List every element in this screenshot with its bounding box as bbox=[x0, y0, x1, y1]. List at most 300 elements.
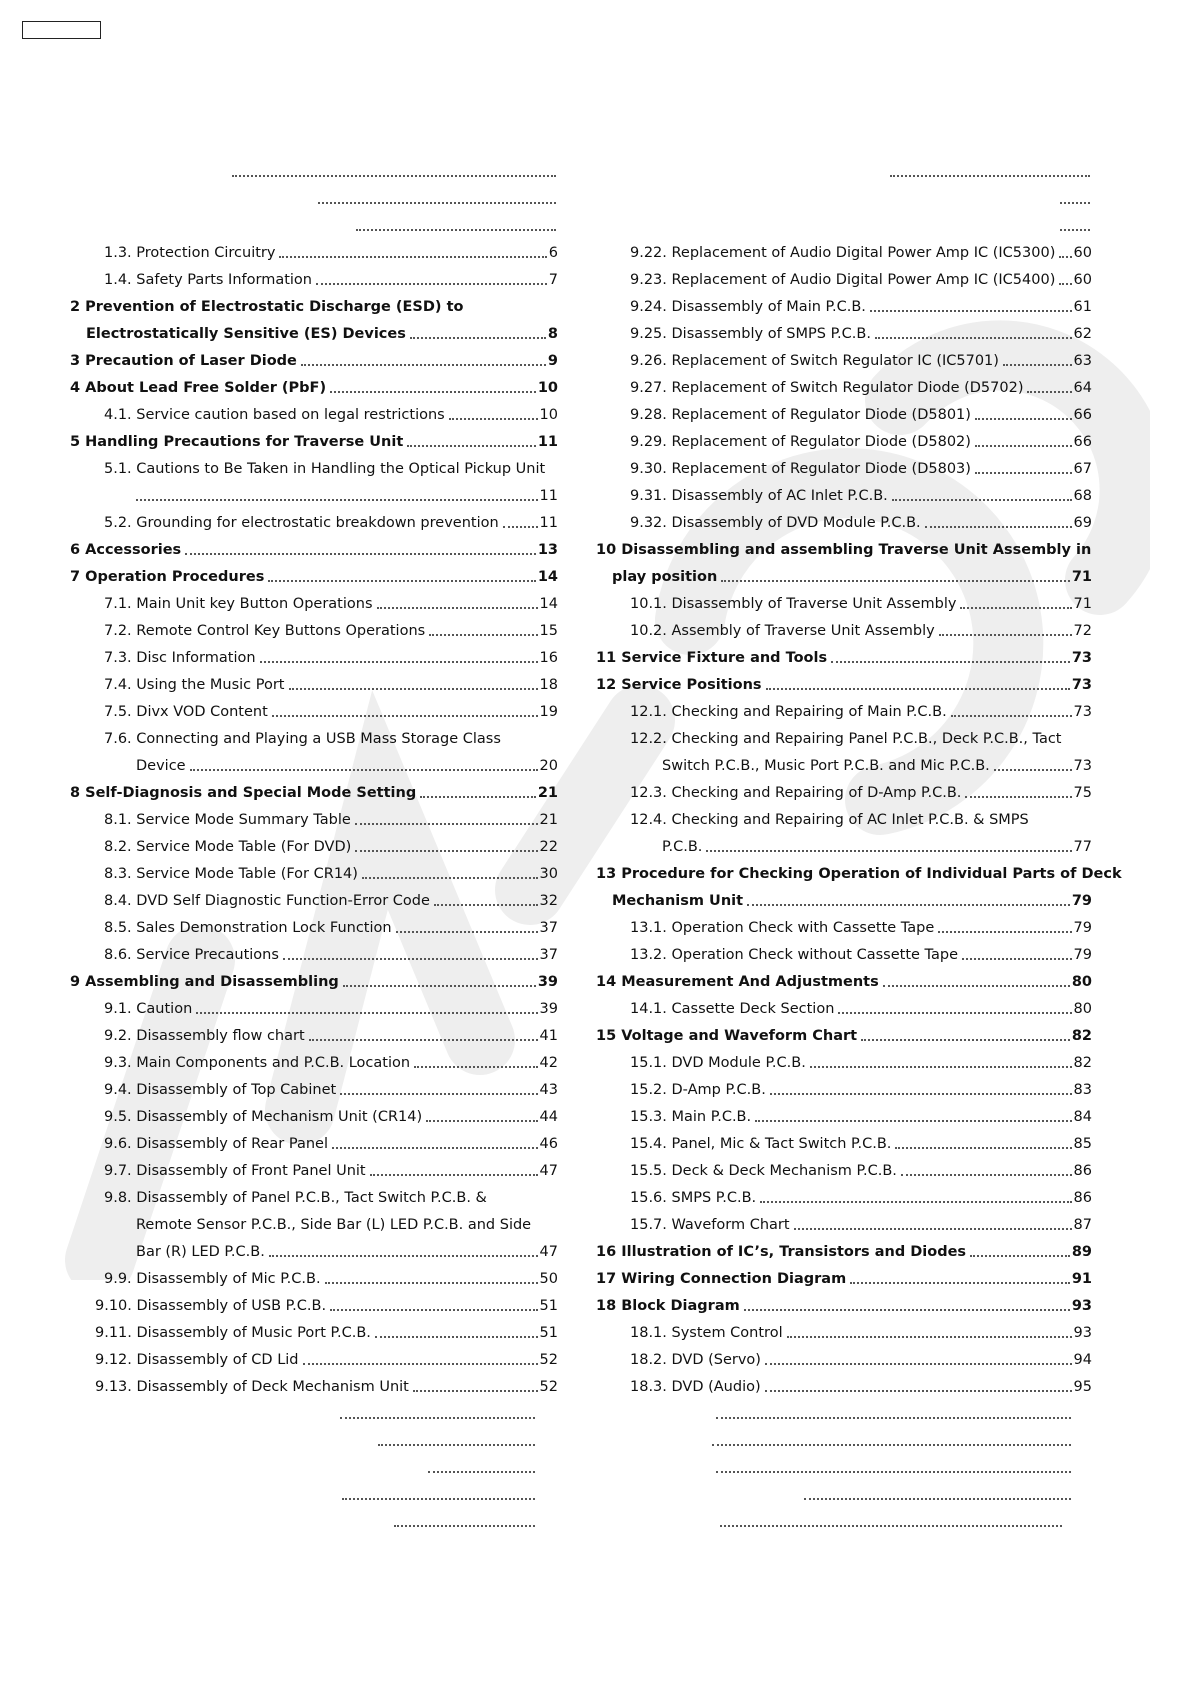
toc-entry-title: P.C.B. bbox=[662, 839, 703, 855]
toc-entry[interactable] bbox=[596, 1261, 1092, 1288]
toc-entry-title: 12 Service Positions bbox=[596, 677, 762, 693]
toc-leader-dots bbox=[355, 823, 538, 825]
toc-leader-dots bbox=[375, 1336, 538, 1338]
toc-entry-page: 47 bbox=[539, 1163, 558, 1179]
toc-entry-page: 68 bbox=[1073, 488, 1092, 504]
toc-entry-page: 6 bbox=[548, 245, 558, 261]
toc-leader-dots bbox=[804, 1498, 1071, 1500]
toc-entry-title: 1.3. Protection Circuitry bbox=[104, 245, 276, 261]
toc-leader-dots bbox=[760, 1201, 1071, 1203]
toc-entry-title: 9.11. Disassembly of Music Port P.C.B. bbox=[95, 1325, 371, 1341]
toc-entry[interactable] bbox=[136, 1234, 558, 1261]
toc-leader-dots bbox=[185, 553, 536, 555]
toc-leader-dots bbox=[420, 796, 536, 798]
toc-entry-title: 7.4. Using the Music Port bbox=[104, 677, 285, 693]
toc-leader-dots bbox=[766, 688, 1070, 690]
toc-entry-title: 7 Operation Procedures bbox=[70, 569, 265, 585]
toc-entry[interactable] bbox=[104, 991, 558, 1018]
toc-leader-dots bbox=[850, 1282, 1070, 1284]
toc-entry[interactable] bbox=[104, 1153, 558, 1180]
toc-leader-dots bbox=[875, 337, 1072, 339]
toc-entry-page: 71 bbox=[1071, 569, 1092, 585]
toc-entry-title: 15.6. SMPS P.C.B. bbox=[630, 1190, 757, 1206]
toc-entry-title: 10.1. Disassembly of Traverse Unit Assembly bbox=[630, 596, 957, 612]
toc-entry[interactable] bbox=[596, 1288, 1092, 1315]
toc-entry-page: 47 bbox=[539, 1244, 558, 1260]
toc-entry-page: 39 bbox=[539, 1001, 558, 1017]
toc-leader-dots bbox=[332, 1147, 538, 1149]
toc-entry[interactable] bbox=[630, 1315, 1092, 1342]
toc-entry[interactable] bbox=[104, 586, 558, 613]
toc-entry[interactable] bbox=[136, 1207, 558, 1234]
toc-leader-dots bbox=[861, 1039, 1070, 1041]
toc-leader-dots bbox=[765, 1390, 1072, 1392]
toc-entry[interactable] bbox=[630, 262, 1092, 289]
toc-entry[interactable] bbox=[95, 1342, 558, 1369]
toc-leader-dots bbox=[1003, 364, 1072, 366]
toc-leader-dots bbox=[196, 1012, 537, 1014]
toc-entry-page: 11 bbox=[539, 488, 558, 504]
toc-entry[interactable] bbox=[612, 559, 1092, 586]
toc-entry[interactable] bbox=[1060, 181, 1092, 208]
toc-entry[interactable] bbox=[630, 802, 1092, 829]
toc-entry[interactable] bbox=[104, 1045, 558, 1072]
toc-entry-title: 2 Prevention of Electrostatic Discharge (ESD) to bbox=[70, 299, 464, 315]
toc-entry-page: 80 bbox=[1071, 974, 1092, 990]
toc-entry-page: 72 bbox=[1073, 623, 1092, 639]
toc-leader-dots bbox=[342, 1498, 535, 1500]
toc-entry[interactable] bbox=[318, 181, 558, 208]
toc-entry[interactable] bbox=[232, 154, 558, 181]
toc-entry[interactable] bbox=[630, 316, 1092, 343]
toc-entry-page: 66 bbox=[1073, 434, 1092, 450]
toc-leader-dots bbox=[1059, 256, 1071, 258]
toc-leader-dots bbox=[901, 1174, 1072, 1176]
toc-leader-dots bbox=[343, 985, 536, 987]
toc-entry[interactable] bbox=[104, 1261, 558, 1288]
toc-leader-dots bbox=[720, 1525, 1062, 1527]
toc-entry[interactable] bbox=[70, 775, 558, 802]
toc-entry[interactable] bbox=[70, 343, 558, 370]
toc-entry-title: 9.2. Disassembly flow chart bbox=[104, 1028, 305, 1044]
toc-entry[interactable] bbox=[596, 964, 1092, 991]
toc-entry-page: 7 bbox=[548, 272, 558, 288]
toc-entry-page: 75 bbox=[1073, 785, 1092, 801]
toc-entry-page: 11 bbox=[539, 515, 558, 531]
toc-leader-dots bbox=[716, 1471, 1071, 1473]
toc-entry-title: 14.1. Cassette Deck Section bbox=[630, 1001, 835, 1017]
toc-entry[interactable] bbox=[70, 424, 558, 451]
toc-entry[interactable] bbox=[136, 748, 558, 775]
toc-entry-page: 10 bbox=[539, 407, 558, 423]
toc-leader-dots bbox=[721, 580, 1069, 582]
toc-entry-page: 89 bbox=[1071, 1244, 1092, 1260]
toc-leader-dots bbox=[965, 796, 1071, 798]
toc-entry-title: 4 About Lead Free Solder (PbF) bbox=[70, 380, 327, 396]
toc-entry-page: 91 bbox=[1071, 1271, 1092, 1287]
toc-entry[interactable] bbox=[630, 424, 1092, 451]
toc-entry-title: 8 Self-Diagnosis and Special Mode Setting bbox=[70, 785, 417, 801]
toc-entry-page: 8 bbox=[547, 326, 558, 342]
toc-entry[interactable] bbox=[630, 451, 1092, 478]
toc-leader-dots bbox=[890, 175, 1090, 177]
toc-leader-dots bbox=[413, 1390, 538, 1392]
toc-entry-title: 18 Block Diagram bbox=[596, 1298, 740, 1314]
toc-entry-page: 32 bbox=[539, 893, 558, 909]
toc-entry-title: 9.25. Disassembly of SMPS P.C.B. bbox=[630, 326, 871, 342]
toc-leader-dots bbox=[975, 472, 1072, 474]
toc-entry-title: Electrostatically Sensitive (ES) Devices bbox=[86, 326, 406, 342]
toc-entry-page: 42 bbox=[539, 1055, 558, 1071]
toc-entry-page: 62 bbox=[1073, 326, 1092, 342]
toc-entry[interactable] bbox=[104, 829, 558, 856]
toc-entry-title: 12.3. Checking and Repairing of D-Amp P.C.B. bbox=[630, 785, 962, 801]
toc-entry[interactable] bbox=[804, 1477, 1073, 1504]
toc-entry[interactable] bbox=[70, 370, 558, 397]
toc-entry-title: 4.1. Service caution based on legal restrictions bbox=[104, 407, 445, 423]
toc-entry-title: 10.2. Assembly of Traverse Unit Assembly bbox=[630, 623, 935, 639]
toc-entry-title: 9.13. Disassembly of Deck Mechanism Unit bbox=[95, 1379, 409, 1395]
toc-leader-dots bbox=[268, 580, 535, 582]
toc-entry[interactable] bbox=[630, 235, 1092, 262]
toc-entry-page: 69 bbox=[1073, 515, 1092, 531]
toc-entry-title: 7.1. Main Unit key Button Operations bbox=[104, 596, 373, 612]
toc-leader-dots bbox=[712, 1444, 1071, 1446]
toc-entry-title: 11 Service Fixture and Tools bbox=[596, 650, 828, 666]
toc-entry[interactable] bbox=[716, 1450, 1073, 1477]
toc-entry[interactable] bbox=[95, 1315, 558, 1342]
toc-entry[interactable] bbox=[394, 1504, 537, 1531]
toc-entry-title: 9.8. Disassembly of Panel P.C.B., Tact Switch P.C.B. & bbox=[104, 1190, 487, 1206]
toc-entry[interactable] bbox=[70, 532, 558, 559]
toc-entry-page: 67 bbox=[1073, 461, 1092, 477]
toc-entry[interactable] bbox=[104, 1072, 558, 1099]
toc-leader-dots bbox=[975, 445, 1072, 447]
toc-entry[interactable] bbox=[596, 532, 1092, 559]
toc-entry-title: 3 Precaution of Laser Diode bbox=[70, 353, 297, 369]
toc-entry-title: 12.2. Checking and Repairing Panel P.C.B., Deck P.C.B., Tact bbox=[630, 731, 1062, 747]
toc-entry-title: 9.26. Replacement of Switch Regulator IC (IC5701) bbox=[630, 353, 999, 369]
toc-entry-title: 18.1. System Control bbox=[630, 1325, 783, 1341]
toc-entry[interactable] bbox=[70, 964, 558, 991]
toc-entry[interactable] bbox=[104, 1099, 558, 1126]
toc-entry-page: 37 bbox=[539, 920, 558, 936]
toc-leader-dots bbox=[318, 202, 556, 204]
toc-leader-dots bbox=[283, 958, 538, 960]
toc-entry-title: 9.28. Replacement of Regulator Diode (D5801) bbox=[630, 407, 971, 423]
toc-entry-title: 9.4. Disassembly of Top Cabinet bbox=[104, 1082, 337, 1098]
toc-leader-dots bbox=[765, 1363, 1072, 1365]
toc-entry[interactable] bbox=[104, 451, 558, 478]
toc-entry[interactable] bbox=[104, 1180, 558, 1207]
toc-entry-title: 9.7. Disassembly of Front Panel Unit bbox=[104, 1163, 366, 1179]
toc-entry[interactable] bbox=[342, 1477, 537, 1504]
toc-entry-page: 73 bbox=[1071, 650, 1092, 666]
toc-entry-page: 16 bbox=[539, 650, 558, 666]
toc-entry-title: 15.1. DVD Module P.C.B. bbox=[630, 1055, 806, 1071]
toc-entry[interactable] bbox=[104, 694, 558, 721]
toc-entry[interactable] bbox=[136, 478, 558, 505]
toc-leader-dots bbox=[325, 1282, 538, 1284]
toc-entry-page: 30 bbox=[539, 866, 558, 882]
toc-leader-dots bbox=[449, 418, 538, 420]
toc-entry[interactable] bbox=[378, 1423, 537, 1450]
toc-leader-dots bbox=[355, 850, 537, 852]
toc-entry-title: 9.9. Disassembly of Mic P.C.B. bbox=[104, 1271, 321, 1287]
toc-leader-dots bbox=[269, 1255, 538, 1257]
toc-entry[interactable] bbox=[104, 262, 558, 289]
toc-leader-dots bbox=[407, 445, 536, 447]
toc-entry-title: 9.24. Disassembly of Main P.C.B. bbox=[630, 299, 866, 315]
toc-entry-page: 44 bbox=[539, 1109, 558, 1125]
toc-entry[interactable] bbox=[630, 991, 1092, 1018]
toc-leader-dots bbox=[377, 607, 538, 609]
toc-entry[interactable] bbox=[630, 721, 1092, 748]
toc-leader-dots bbox=[370, 1174, 538, 1176]
toc-entry-title: 18.3. DVD (Audio) bbox=[630, 1379, 761, 1395]
toc-leader-dots bbox=[975, 418, 1072, 420]
toc-entry-title: 9.3. Main Components and P.C.B. Location bbox=[104, 1055, 411, 1071]
toc-leader-dots bbox=[232, 175, 556, 177]
toc-entry-title: 15.3. Main P.C.B. bbox=[630, 1109, 752, 1125]
toc-entry[interactable] bbox=[720, 1504, 1064, 1531]
toc-entry-title: 6 Accessories bbox=[70, 542, 182, 558]
toc-entry-title: 15 Voltage and Waveform Chart bbox=[596, 1028, 858, 1044]
toc-entry-page: 82 bbox=[1073, 1055, 1092, 1071]
toc-entry[interactable] bbox=[104, 667, 558, 694]
toc-entry[interactable] bbox=[612, 883, 1092, 910]
toc-entry[interactable] bbox=[104, 505, 558, 532]
toc-leader-dots bbox=[429, 634, 537, 636]
toc-entry-page: 50 bbox=[539, 1271, 558, 1287]
toc-entry[interactable] bbox=[630, 1180, 1092, 1207]
toc-leader-dots bbox=[970, 1255, 1070, 1257]
toc-entry[interactable] bbox=[630, 937, 1092, 964]
toc-entry[interactable] bbox=[596, 1018, 1092, 1045]
toc-entry[interactable] bbox=[630, 397, 1092, 424]
toc-entry-title: 9.30. Replacement of Regulator Diode (D5803) bbox=[630, 461, 971, 477]
toc-entry-page: 83 bbox=[1073, 1082, 1092, 1098]
toc-entry[interactable] bbox=[1060, 208, 1092, 235]
toc-entry-title: 9.10. Disassembly of USB P.C.B. bbox=[95, 1298, 327, 1314]
toc-leader-dots bbox=[794, 1228, 1072, 1230]
toc-entry[interactable] bbox=[95, 1288, 558, 1315]
toc-leader-dots bbox=[410, 337, 546, 339]
toc-entry-title: 9.5. Disassembly of Mechanism Unit (CR14) bbox=[104, 1109, 423, 1125]
toc-entry-title: 17 Wiring Connection Diagram bbox=[596, 1271, 847, 1287]
toc-leader-dots bbox=[330, 1309, 537, 1311]
toc-entry-page: 85 bbox=[1073, 1136, 1092, 1152]
toc-entry[interactable] bbox=[596, 1234, 1092, 1261]
toc-entry-title: 8.1. Service Mode Summary Table bbox=[104, 812, 351, 828]
toc-entry[interactable] bbox=[630, 343, 1092, 370]
toc-entry-page: 51 bbox=[539, 1298, 558, 1314]
toc-entry[interactable] bbox=[662, 748, 1092, 775]
toc-entry-title: 8.4. DVD Self Diagnostic Function-Error Code bbox=[104, 893, 430, 909]
toc-entry[interactable] bbox=[630, 1342, 1092, 1369]
toc-entry[interactable] bbox=[104, 802, 558, 829]
toc-entry-title: 10 Disassembling and assembling Traverse Unit Assembly in bbox=[596, 542, 1092, 558]
toc-entry[interactable] bbox=[630, 478, 1092, 505]
toc-entry[interactable] bbox=[104, 397, 558, 424]
toc-entry[interactable] bbox=[890, 154, 1092, 181]
toc-entry[interactable] bbox=[104, 721, 558, 748]
toc-entry[interactable] bbox=[104, 856, 558, 883]
toc-leader-dots bbox=[289, 688, 538, 690]
toc-entry-title: 8.5. Sales Demonstration Lock Function bbox=[104, 920, 392, 936]
toc-entry-page: 20 bbox=[539, 758, 558, 774]
toc-entry-title: 13 Procedure for Checking Operation of Individual Parts of Deck bbox=[596, 866, 1122, 882]
toc-entry[interactable] bbox=[630, 613, 1092, 640]
toc-leader-dots bbox=[1060, 229, 1090, 231]
toc-entry-title: 7.2. Remote Control Key Buttons Operations bbox=[104, 623, 426, 639]
toc-entry[interactable] bbox=[630, 694, 1092, 721]
toc-leader-dots bbox=[951, 715, 1072, 717]
toc-entry[interactable] bbox=[104, 910, 558, 937]
toc-entry-page: 77 bbox=[1073, 839, 1092, 855]
toc-entry-title: 9.22. Replacement of Audio Digital Power Amp IC (IC5300) bbox=[630, 245, 1056, 261]
toc-leader-dots bbox=[1059, 283, 1071, 285]
toc-entry[interactable] bbox=[70, 289, 558, 316]
toc-entry-page: 18 bbox=[539, 677, 558, 693]
toc-entry-page: 60 bbox=[1073, 245, 1092, 261]
toc-entry-page: 79 bbox=[1073, 920, 1092, 936]
toc-entry-title: 9.23. Replacement of Audio Digital Power Amp IC (IC5400) bbox=[630, 272, 1056, 288]
toc-entry-page: 86 bbox=[1073, 1163, 1092, 1179]
toc-entry[interactable] bbox=[428, 1450, 537, 1477]
toc-entry-title: 5.1. Cautions to Be Taken in Handling the Optical Pickup Unit bbox=[104, 461, 546, 477]
toc-entry-title: Device bbox=[136, 758, 186, 774]
toc-leader-dots bbox=[962, 958, 1072, 960]
toc-entry-page: 43 bbox=[539, 1082, 558, 1098]
toc-entry-page: 82 bbox=[1071, 1028, 1092, 1044]
toc-entry[interactable] bbox=[716, 1396, 1073, 1423]
toc-entry[interactable] bbox=[630, 1369, 1092, 1396]
toc-entry-title: 7.6. Connecting and Playing a USB Mass Storage Class bbox=[104, 731, 501, 747]
toc-entry[interactable] bbox=[712, 1423, 1073, 1450]
toc-entry-title: 8.2. Service Mode Table (For DVD) bbox=[104, 839, 352, 855]
toc-entry[interactable] bbox=[70, 559, 558, 586]
toc-leader-dots bbox=[744, 1309, 1070, 1311]
toc-entry-title: 13.2. Operation Check without Cassette Tape bbox=[630, 947, 959, 963]
toc-leader-dots bbox=[378, 1444, 535, 1446]
toc-entry-title: 7.3. Disc Information bbox=[104, 650, 256, 666]
toc-entry-title: play position bbox=[612, 569, 718, 585]
toc-leader-dots bbox=[787, 1336, 1072, 1338]
toc-entry[interactable] bbox=[630, 1207, 1092, 1234]
toc-entry-title: 5 Handling Precautions for Traverse Unit bbox=[70, 434, 404, 450]
toc-leader-dots bbox=[309, 1039, 538, 1041]
toc-entry[interactable] bbox=[596, 667, 1092, 694]
toc-leader-dots bbox=[272, 715, 538, 717]
toc-leader-dots bbox=[838, 1012, 1071, 1014]
toc-entry-page: 11 bbox=[537, 434, 558, 450]
toc-entry[interactable] bbox=[340, 1396, 537, 1423]
toc-leader-dots bbox=[356, 229, 556, 231]
toc-entry[interactable] bbox=[630, 505, 1092, 532]
toc-entry[interactable] bbox=[630, 775, 1092, 802]
toc-leader-dots bbox=[810, 1066, 1072, 1068]
toc-entry[interactable] bbox=[104, 1018, 558, 1045]
toc-entry[interactable] bbox=[596, 640, 1092, 667]
toc-entry[interactable] bbox=[630, 1126, 1092, 1153]
toc-entry-title: 8.3. Service Mode Table (For CR14) bbox=[104, 866, 358, 882]
toc-entry-title: 13.1. Operation Check with Cassette Tape bbox=[630, 920, 935, 936]
toc-entry-page: 86 bbox=[1073, 1190, 1092, 1206]
toc-entry[interactable] bbox=[104, 640, 558, 667]
toc-entry-page: 51 bbox=[539, 1325, 558, 1341]
toc-entry-title: 8.6. Service Precautions bbox=[104, 947, 279, 963]
toc-entry[interactable] bbox=[104, 937, 558, 964]
toc-leader-dots bbox=[755, 1120, 1071, 1122]
toc-entry[interactable] bbox=[662, 829, 1092, 856]
toc-entry[interactable] bbox=[596, 856, 1122, 883]
toc-entry[interactable] bbox=[356, 208, 558, 235]
header-box bbox=[22, 21, 101, 39]
toc-entry-page: 80 bbox=[1073, 1001, 1092, 1017]
toc-entry[interactable] bbox=[630, 370, 1092, 397]
toc-entry[interactable] bbox=[630, 1153, 1092, 1180]
toc-entry-page: 84 bbox=[1073, 1109, 1092, 1125]
toc-entry-title: 12.1. Checking and Repairing of Main P.C.B. bbox=[630, 704, 947, 720]
toc-entry-title: 15.2. D-Amp P.C.B. bbox=[630, 1082, 766, 1098]
toc-entry-title: 15.5. Deck & Deck Mechanism P.C.B. bbox=[630, 1163, 897, 1179]
toc-entry-title: 12.4. Checking and Repairing of AC Inlet P.C.B. & SMPS bbox=[630, 812, 1029, 828]
toc-leader-dots bbox=[340, 1417, 535, 1419]
toc-entry-title: 1.4. Safety Parts Information bbox=[104, 272, 312, 288]
toc-entry-page: 22 bbox=[539, 839, 558, 855]
toc-entry-page: 10 bbox=[537, 380, 558, 396]
toc-entry[interactable] bbox=[630, 1099, 1092, 1126]
toc-entry-title: 9 Assembling and Disassembling bbox=[70, 974, 339, 990]
toc-entry[interactable] bbox=[104, 235, 558, 262]
toc-leader-dots bbox=[190, 769, 538, 771]
toc-entry-title: Bar (R) LED P.C.B. bbox=[136, 1244, 265, 1260]
toc-entry-page: 79 bbox=[1073, 947, 1092, 963]
toc-leader-dots bbox=[1060, 202, 1090, 204]
toc-entry-title: 9.1. Caution bbox=[104, 1001, 193, 1017]
toc-entry[interactable] bbox=[95, 1369, 558, 1396]
toc-entry[interactable] bbox=[630, 586, 1092, 613]
toc-leader-dots bbox=[1027, 391, 1071, 393]
toc-leader-dots bbox=[396, 931, 538, 933]
toc-entry-page: 87 bbox=[1073, 1217, 1092, 1233]
toc-entry-title: 9.12. Disassembly of CD Lid bbox=[95, 1352, 299, 1368]
toc-leader-dots bbox=[925, 526, 1072, 528]
toc-entry-page: 66 bbox=[1073, 407, 1092, 423]
toc-entry[interactable] bbox=[630, 289, 1092, 316]
toc-leader-dots bbox=[960, 607, 1071, 609]
toc-entry[interactable] bbox=[104, 1126, 558, 1153]
toc-entry-page: 94 bbox=[1073, 1352, 1092, 1368]
toc-entry-page: 21 bbox=[539, 812, 558, 828]
toc-entry[interactable] bbox=[86, 316, 558, 343]
toc-leader-dots bbox=[870, 310, 1072, 312]
toc-entry[interactable] bbox=[104, 883, 558, 910]
toc-entry-page: 21 bbox=[537, 785, 558, 801]
toc-entry-page: 61 bbox=[1073, 299, 1092, 315]
toc-leader-dots bbox=[831, 661, 1070, 663]
toc-entry[interactable] bbox=[630, 1045, 1092, 1072]
toc-leader-dots bbox=[340, 1093, 537, 1095]
toc-entry-page: 73 bbox=[1073, 704, 1092, 720]
toc-entry[interactable] bbox=[104, 613, 558, 640]
toc-entry[interactable] bbox=[630, 910, 1092, 937]
toc-entry[interactable] bbox=[630, 1072, 1092, 1099]
toc-leader-dots bbox=[994, 769, 1072, 771]
toc-leader-dots bbox=[428, 1471, 535, 1473]
toc-entry-page: 63 bbox=[1073, 353, 1092, 369]
